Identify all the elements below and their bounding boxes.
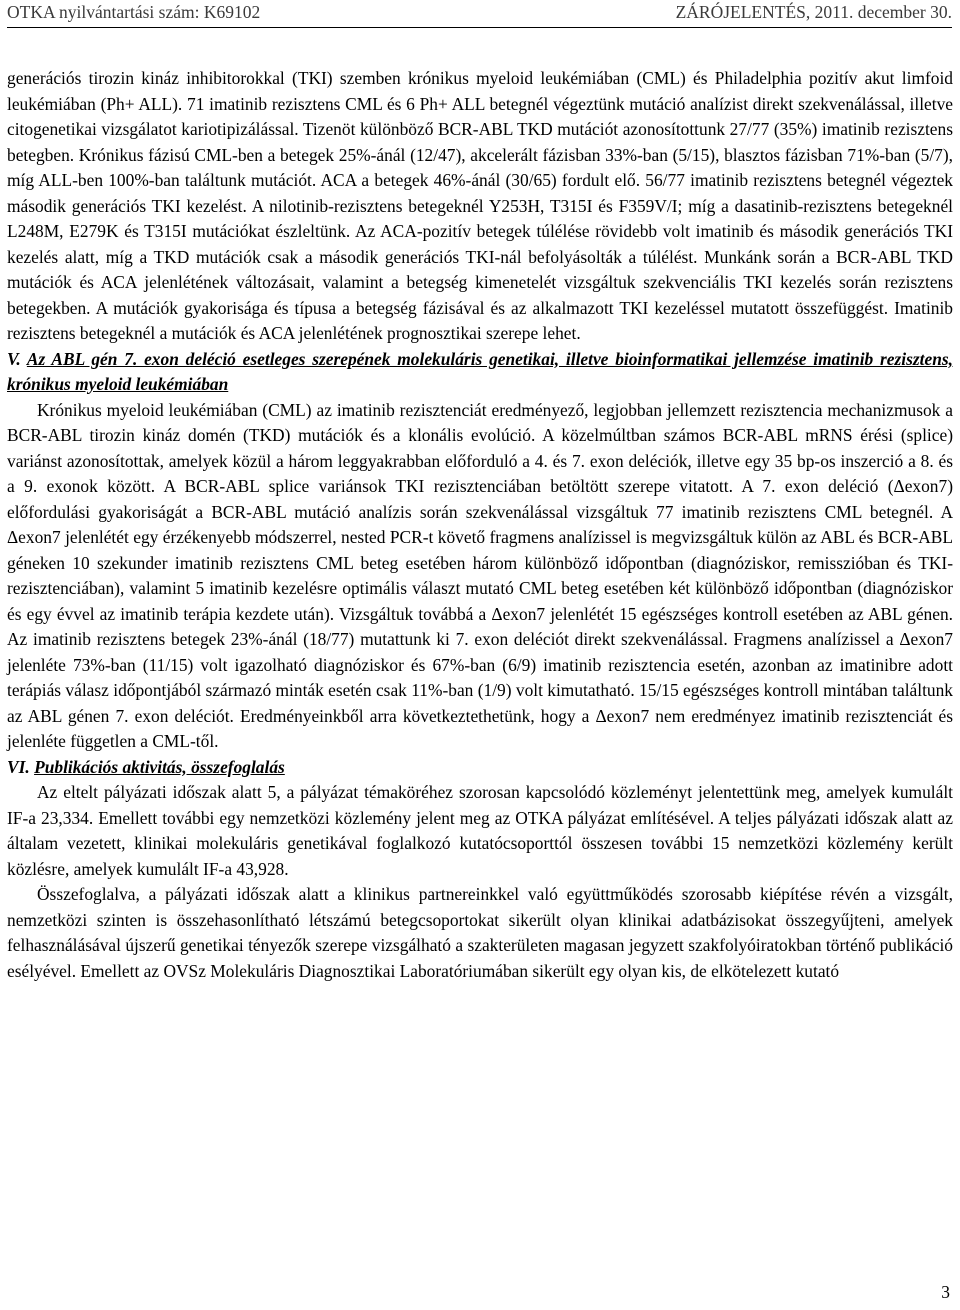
section-number: V. (7, 348, 21, 369)
section-title: Publikációs aktivitás, összefoglalás (34, 756, 285, 777)
header-report-date: ZÁRÓJELENTÉS, 2011. december 30. (675, 2, 952, 22)
document-body (7, 66, 953, 984)
header-project-id: OTKA nyilvántartási szám: K69102 (7, 2, 261, 22)
page-header (7, 2, 952, 28)
section-heading-5 (7, 347, 953, 398)
paragraph-summary: Összefoglalva, a pályázati időszak alatt a klinikus partnereinkkel való együttműködés szorosabb kiépítése révén a vizsgált, nemzetközi szinten is összehasonlítható létszámú betegcsoportokat sikerült olyan klinikai adatbázisokat összegyűjteni, amelyek felhasználásával újszerű genetikai tényezők szerepe vizsgálható a szakterületen magasan jegyzett szakfolyóiratokban történő publikáció esélyével. Emellett az OVSz Molekuláris Diagnosztikai Laboratóriumában sikerült egy olyan kis, de elkötelezett kutató (7, 884, 953, 981)
section-title-rest: . exon deléció esetleges szerepének molekuláris genetikai, illetve bioinformatikai jellemzése imatinib rezisztens, krónikus myeloid leukémiában (7, 348, 953, 394)
page-number: 3 (941, 1282, 950, 1302)
paragraph-exon7-deletion: Krónikus myeloid leukémiában (CML) az imatinib rezisztenciát eredményező, legjobban jellemzett rezisztencia mechanizmusok a BCR-ABL tirozin kináz domén (TKD) mutációk és a klonális evolúció. A közelmúltban számos BCR-ABL mRNS érési (splice) variánst azonosítottak, amelyek közül a három leggyakrabban előforduló a 4. és 7. exon deléciók, illetve egy 35 bp-os inszerció a 8. és a 9. exonok között. A BCR-ABL splice variánsok TKI rezisztenciában betöltött szerepe vitatott. A 7. exon deléció (Δexon7) előfordulási gyakoriságát a BCR-ABL mutáció analízis során szekvenálással vizsgáltuk 77 imatinib rezisztens CML betegnél. A Δexon7 jelenlétét egy érzékenyebb módszerrel, nested PCR-t követő fragmens analízissel is megvizsgáltuk külön az ABL és BCR-ABL géneken 10 szekunder imatinib rezisztens CML beteg esetében három különböző időpontban (diagnóziskor, remisszióban és TKI-rezisztenciában), valamint 5 imatinib kezelésre optimális választ mutató CML beteg esetében két különböző időpontban (diagnóziskor és egy évvel az imatinib terápia kezdete után). Vizsgáltuk továbbá a Δexon7 jelenlétét 15 egészséges kontroll esetében az ABL génen. Az imatinib rezisztens betegek 23%-ánál (18/77) mutattunk ki 7. exon deléciót direkt szekvenálással. Fragmens analízissel a Δexon7 jelenléte 73%-ban (11/15) volt igazolható diagnóziskor és 67%-ban (6/9) imatinib rezisztencia esetén, azonban az imatinibre adott terápiás válasz időpontjából származó minták esetén csak 11%-ban (1/9) volt kimutatható. 15/15 egészséges kontroll mintában találtunk az ABL génen 7. exon deléciót. Eredményeinkből arra következtethetünk, hogy a Δexon7 nem eredményez imatinib rezisztenciát és jelenléte független a CML-től. (7, 399, 953, 751)
section-heading-6 (7, 755, 953, 781)
header-divider (7, 27, 952, 28)
paragraph-mutation-results: generációs tirozin kináz inhibitorokkal (TKI) szemben krónikus myeloid leukémiában (CML) és Philadelphia pozitív akut limfoid leukémiában (Ph+ ALL). 71 imatinib rezisztens CML és 6 Ph+ ALL betegnél végeztünk mutáció analízist direkt szekvenálással, illetve citogenetikai vizsgálatot kariotipizálással. Tizenöt különböző BCR-ABL TKD mutációt azonosítottunk 27/77 (35%) imatinib rezisztens betegben. Krónikus fázisú CML-ben a betegek 25%-ánál (12/47), akcelerált fázisban 33%-ban (5/15), blasztos fázisban 71%-ban (5/7), míg ALL-ben 100%-ban találtunk mutációt. ACA a betegek 46%-ánál (30/65) fordult elő. 56/77 imatinib rezisztens betegnél végeztek második generációs TKI kezelést. A nilotinib-rezisztens betegeknél Y253H, T315I és F359V/I; míg a dasatinib-rezisztens betegeknél L248M, E279K és T315I mutációkat észleltünk. Az ACA-pozitív betegek túlélése rövidebb volt imatinib és második generációs TKI kezelés alatt, míg a TKD mutációk csak a második generációs TKI-nál befolyásolták a túlélést. Munkánk során a BCR-ABL TKD mutációk és ACA jelenlétének változásait, valamint a betegség kimenetelét vizsgáltuk szekvenciális TKI kezelés során rezisztens betegekben. A mutációk gyakorisága és típusa a betegség fázisával és az alkalmazott TKI kezeléssel mutatott összefüggést. Imatinib rezisztens betegeknél a mutációk és ACA jelenlétének prognosztikai szerepe lehet. (7, 68, 953, 343)
paragraph-publications: Az eltelt pályázati időszak alatt 5, a pályázat témaköréhez szorosan kapcsolódó közleményt jelentettünk meg, amelyek kumulált IF-a 23,334. Emellett további egy nemzetközi közlemény jelent meg az OTKA pályázat említésével. A teljes pályázati időszak alatt az általam vezetett, klinikai molekuláris genetikával foglalkozó kutatócsoporttól összesen további 15 nemzetközi közlemény került közlésre, amelyek kumulált IF-a 43,928. (7, 782, 953, 879)
section-title-underlined: Az ABL gén 7 (26, 348, 133, 369)
section-number: VI. (7, 756, 30, 777)
